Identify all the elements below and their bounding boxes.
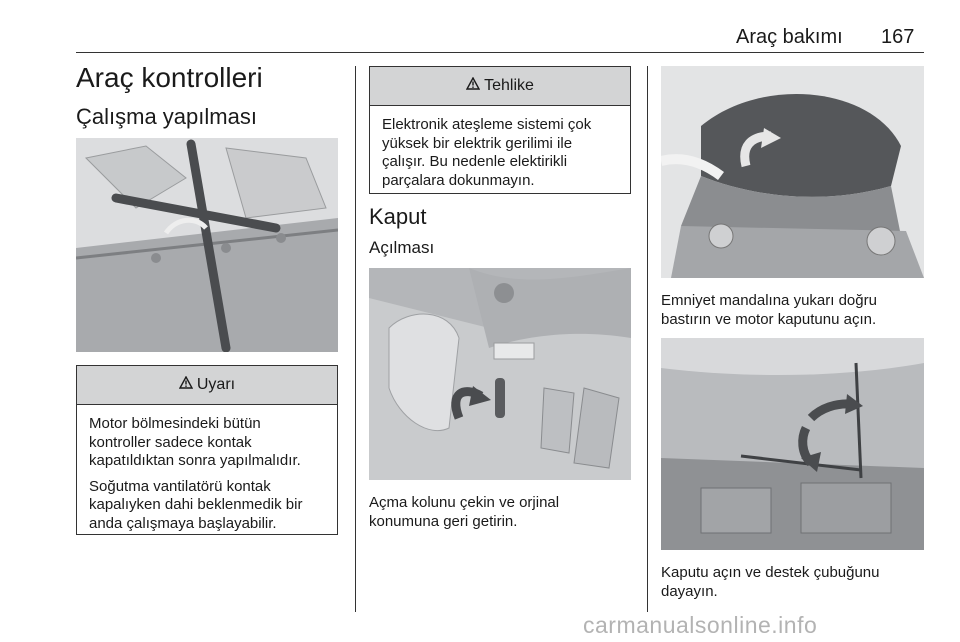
danger-box-title: Tehlike: [484, 77, 534, 94]
danger-paragraph-1: Elektronik ateşleme sistemi çok yüksek bir elektrik gerilimi ile çalışır. Bu nedenle elektirikli parçalara dokunmayın.: [382, 116, 592, 189]
hood-latch-figure: [661, 66, 924, 278]
release-lever-figure: [369, 268, 631, 480]
warning-paragraph-2: Soğutma vantilatörü kontak kapalıyken dahi beklenmedik bir anda çalışmaya başlayabilir.: [89, 477, 303, 532]
danger-box: [369, 66, 631, 194]
hood-prop-illustration: [661, 338, 924, 550]
watermark: carmanualsonline.info: [583, 612, 818, 638]
engine-bay-illustration: [76, 138, 338, 352]
warning-paragraph-1: Motor bölmesindeki bütün kontroller sadece kontak kapatıldıktan sonra yapılmalıdır.: [89, 415, 301, 469]
engine-bay-figure: [76, 138, 338, 352]
subsection-heading-opening: Açılması: [369, 238, 435, 257]
column-divider-2: [647, 66, 648, 612]
section-heading-kaput: Kaput: [369, 204, 427, 229]
hood-latch-illustration: [661, 66, 924, 278]
header-rule: [76, 52, 924, 53]
warning-box-header: [77, 366, 337, 405]
section-heading: Çalışma yapılması: [76, 104, 257, 129]
release-lever-caption: Açma kolunu çekin ve orjinal konumuna geri getirin.: [369, 494, 560, 530]
warning-box: [76, 365, 338, 535]
warning-box-title: Uyarı: [196, 376, 236, 393]
page-number: 167: [881, 26, 915, 48]
column-divider-1: [355, 66, 356, 612]
page-heading: Araç kontrolleri: [76, 62, 263, 93]
warning-triangle-icon: [466, 77, 480, 95]
running-header-section: Araç bakımı: [736, 26, 843, 48]
danger-box-header: [370, 67, 630, 106]
release-lever-illustration: [369, 268, 631, 480]
warning-triangle-icon: [179, 376, 193, 394]
hood-prop-caption: Kaputu açın ve destek çubuğunu dayayın.: [661, 564, 880, 600]
hood-prop-figure: [661, 338, 924, 550]
hood-latch-caption: Emniyet mandalına yukarı doğru bastırın ve motor kaputunu açın.: [661, 292, 877, 328]
